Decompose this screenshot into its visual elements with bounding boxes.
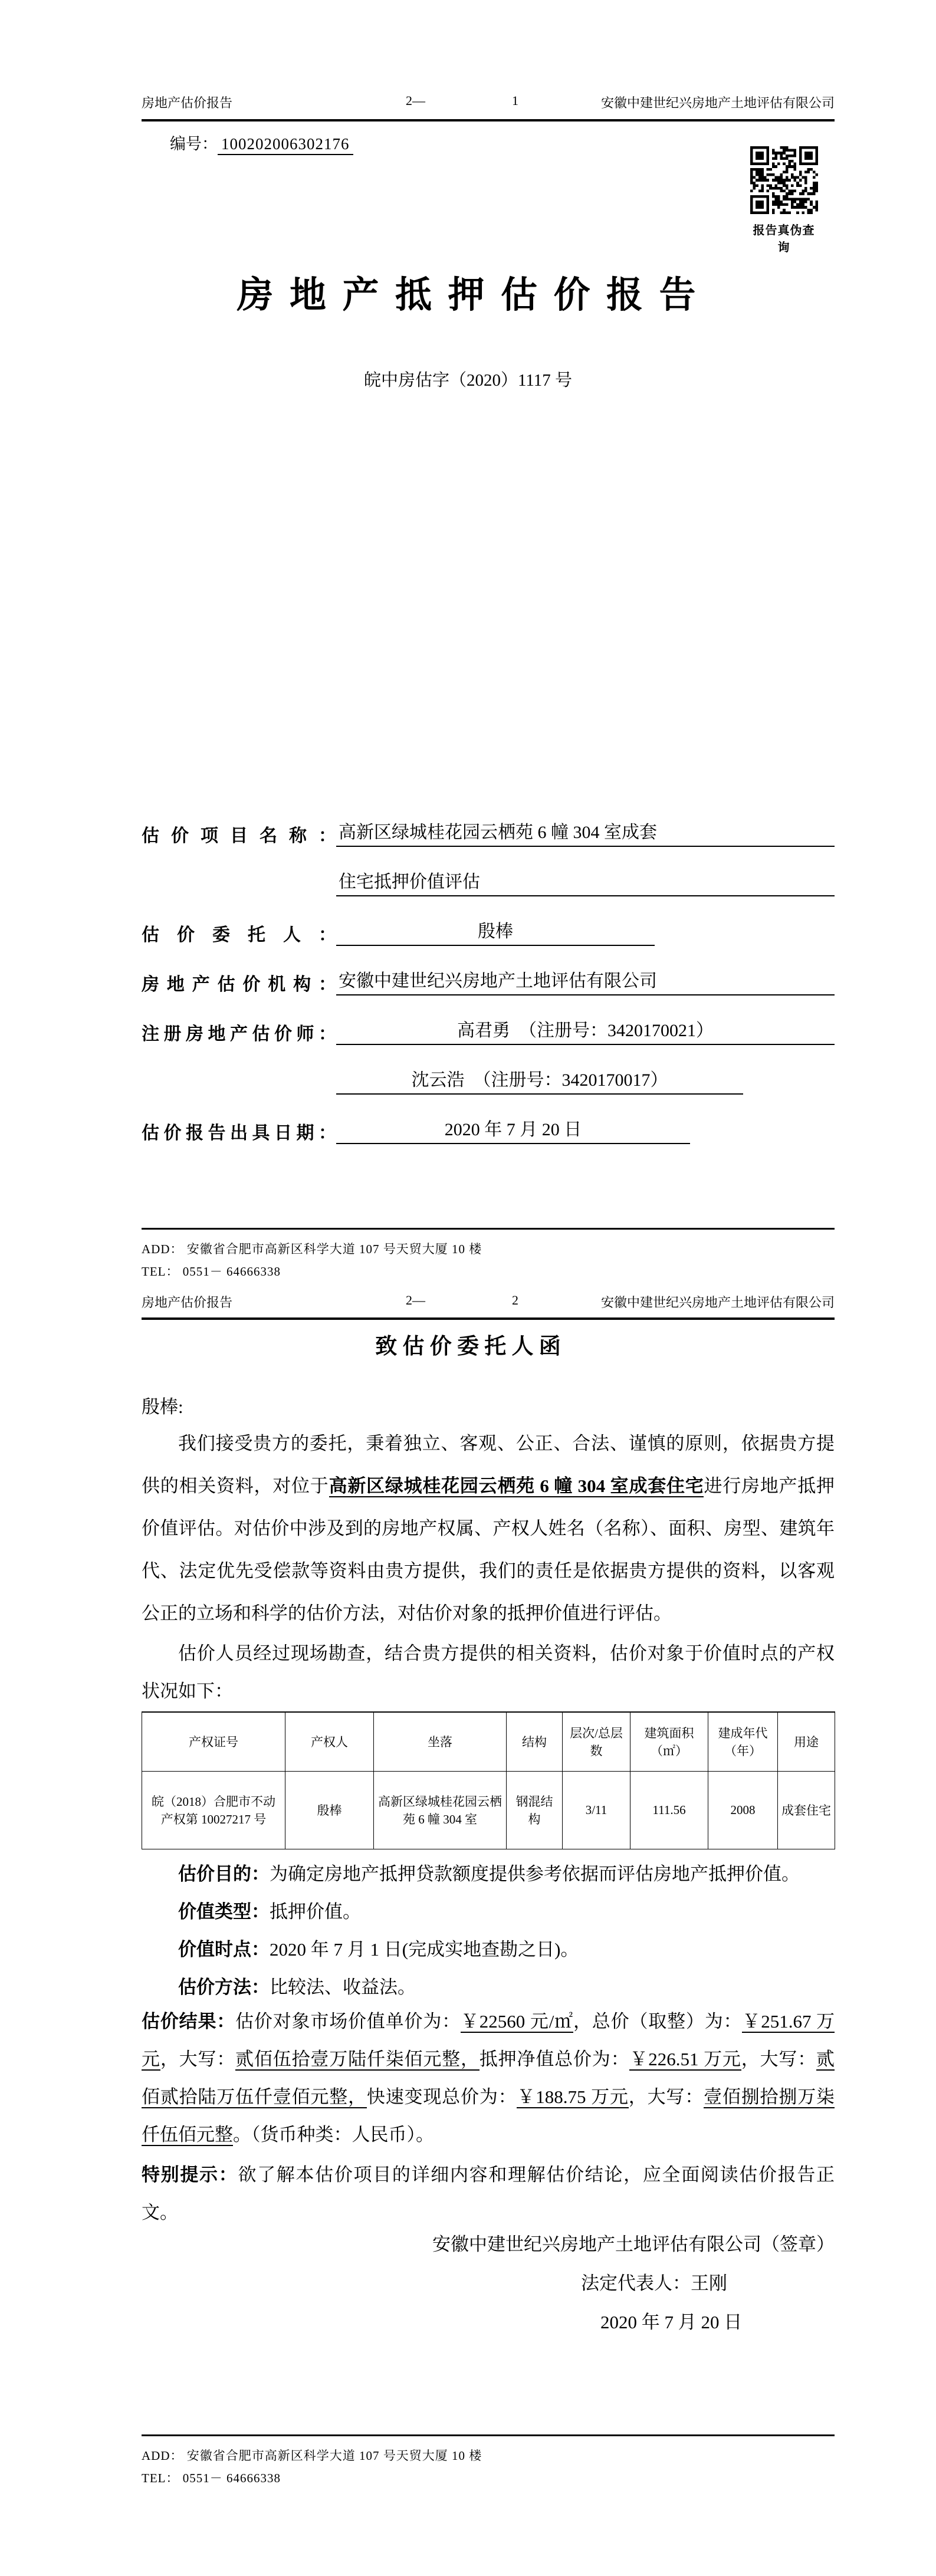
table-cell: 皖（2018）合肥市不动产权第 10027217 号 xyxy=(142,1771,285,1849)
agency-label: 房地产估价机构： xyxy=(142,975,336,994)
signoff-representative: 法定代表人：王刚 xyxy=(581,2273,727,2294)
form-row-project-cont xyxy=(142,862,835,896)
item-method-text: 比较法、收益法。 xyxy=(270,1977,416,1997)
letter-paragraph-1 xyxy=(142,1422,835,1635)
item-purpose-label: 估价目的： xyxy=(178,1864,270,1884)
item-method xyxy=(142,1972,835,1999)
signoff-date: 2020 年 7 月 20 日 xyxy=(600,2312,743,2332)
client-label: 估价委托人： xyxy=(142,925,336,945)
result-amount: 壹佰捌拾捌万柒仟伍佰元整 xyxy=(142,2087,835,2145)
item-value-date-label: 价值时点： xyxy=(178,1939,270,1960)
footer-telephone: TEL： 0551－ 64666338 xyxy=(142,2471,281,2485)
form-row-agency xyxy=(142,961,835,995)
table-header-cell: 结构 xyxy=(507,1712,563,1771)
special-note-paragraph xyxy=(142,2156,835,2232)
page2-header xyxy=(142,1293,835,1313)
property-rights-table xyxy=(142,1711,835,1849)
paragraph1-property-highlight: 高新区绿城桂花园云栖苑 6 幢 304 室成套住宅 xyxy=(329,1476,704,1496)
result-text: ，大写： xyxy=(628,2087,704,2107)
project-name-value-line1: 高新区绿城桂花园云栖苑 6 幢 304 室成套 xyxy=(336,817,835,847)
footer-rule xyxy=(142,1228,835,1230)
signoff-company: 安徽中建世纪兴房地产土地评估有限公司（签章） xyxy=(432,2234,835,2255)
table-header-cell: 层次/总层数 xyxy=(563,1712,630,1771)
item-value-date-text: 2020 年 7 月 1 日(完成实地查勘之日)。 xyxy=(270,1939,579,1960)
item-value-type-text: 抵押价值。 xyxy=(270,1901,361,1922)
form-row-appraiser2 xyxy=(142,1060,835,1095)
result-text: 快速变现总价为： xyxy=(366,2087,517,2107)
header-page-number: 1 xyxy=(512,93,518,108)
result-amount: ￥226.51 万元 xyxy=(629,2049,741,2069)
project-name-value-line2: 住宅抵押价值评估 xyxy=(336,867,835,896)
result-amount: ￥188.75 万元 xyxy=(517,2087,629,2107)
header-rule xyxy=(142,119,835,121)
table-header-cell: 坐落 xyxy=(374,1712,507,1771)
result-amount: ￥251.67 万元 xyxy=(142,2011,835,2069)
doc-number-line xyxy=(170,131,353,154)
header-company-name: 安徽中建世纪兴房地产土地评估有限公司 xyxy=(600,96,835,110)
item-purpose xyxy=(142,1859,835,1885)
agency-value: 安徽中建世纪兴房地产土地评估有限公司 xyxy=(336,966,835,995)
result-text: ，大写： xyxy=(741,2049,817,2069)
issue-date-label: 估价报告出具日期： xyxy=(142,1123,336,1143)
paragraph1-post: 进行房地产抵押价值评估。对估价中涉及到的房地产权属、产权人姓名（名称）、面积、房型、建筑年代、法定优先受偿款等资料由贵方提供，我们的责任是依据贵方提供的资料，以客观公正的立场和科学的估价方法，对估价对象的抵押价值进行评估。 xyxy=(142,1476,835,1624)
header-doc-type: 房地产估价报告 xyxy=(142,1295,233,1310)
page1-header xyxy=(142,93,835,113)
footer-address: ADD： 安徽省合肥市高新区科学大道 107 号天贸大厦 10 楼 xyxy=(142,2449,482,2463)
form-row-appraiser1 xyxy=(142,1011,835,1045)
table-cell: 成套住宅 xyxy=(778,1771,835,1849)
result-text: 。（货币种类：人民币）。 xyxy=(233,2124,434,2145)
header-page-number: 2 xyxy=(512,1293,518,1307)
form-row-client xyxy=(142,912,835,946)
result-segments xyxy=(142,2011,835,2146)
table-cell: 111.56 xyxy=(630,1771,708,1849)
form-row-project xyxy=(142,813,835,847)
result-amount: ￥22560 元/㎡ xyxy=(460,2011,573,2032)
appraiser1-value: 高君勇 （注册号：3420170021） xyxy=(336,1016,835,1045)
table-cell: 殷棒 xyxy=(285,1771,374,1849)
item-value-type-label: 价值类型： xyxy=(178,1901,270,1922)
client-value: 殷棒 xyxy=(336,916,655,946)
qr-caption: 报告真伪查询 xyxy=(753,224,815,254)
header-page-prefix: 2— xyxy=(406,1293,425,1307)
result-label: 估价结果： xyxy=(142,2011,236,2032)
footer-telephone: TEL： 0551－ 64666338 xyxy=(142,1264,281,1279)
result-text: ，总价（取整）为： xyxy=(573,2011,743,2032)
header-doc-type: 房地产估价报告 xyxy=(142,96,233,110)
footer-rule xyxy=(142,2434,835,2436)
letter-paragraph-2: 估价人员经过现场勘查，结合贵方提供的相关资料，估价对象于价值时点的产权状况如下： xyxy=(142,1643,835,1701)
table-row xyxy=(142,1771,835,1849)
letter-salutation: 殷棒: xyxy=(142,1397,183,1417)
result-text: 估价对象市场价值单价为： xyxy=(235,2011,461,2032)
special-note-text: 欲了解本估价项目的详细内容和理解估价结论，应全面阅读估价报告正文。 xyxy=(142,2164,835,2223)
item-purpose-text: 为确定房地产抵押贷款额度提供参考依据而评估房地产抵押价值。 xyxy=(270,1864,800,1884)
table-cell: 钢混结构 xyxy=(507,1771,563,1849)
footer-address: ADD： 安徽省合肥市高新区科学大道 107 号天贸大厦 10 楼 xyxy=(142,1242,482,1256)
result-amount: 贰佰伍拾壹万陆仟柒佰元整， xyxy=(235,2049,480,2069)
qr-block xyxy=(748,146,820,255)
result-text: 抵押净值总价为： xyxy=(479,2049,630,2069)
table-cell: 高新区绿城桂花园云栖苑 6 幢 304 室 xyxy=(374,1771,507,1849)
letter-title: 致 估 价 委 托 人 函 xyxy=(375,1335,561,1359)
qr-code-icon xyxy=(748,146,820,217)
table-header-cell: 产权证号 xyxy=(142,1712,285,1771)
table-header-cell: 产权人 xyxy=(285,1712,374,1771)
table-header-cell: 用途 xyxy=(778,1712,835,1771)
header-company-name: 安徽中建世纪兴房地产土地评估有限公司 xyxy=(600,1295,835,1310)
table-header-cell: 建成年代（年） xyxy=(708,1712,778,1771)
table-cell: 3/11 xyxy=(563,1771,630,1849)
table-header-row xyxy=(142,1712,835,1771)
report-ref-number: 皖中房估字（2020）1117 号 xyxy=(363,371,573,390)
appraisal-result-paragraph xyxy=(142,2003,835,2154)
doc-number-value: 100202006302176 xyxy=(218,135,353,155)
appraiser2-value: 沈云浩 （注册号：3420170017） xyxy=(336,1065,743,1095)
result-text: ，大写： xyxy=(160,2049,236,2069)
item-method-label: 估价方法： xyxy=(178,1977,270,1997)
paragraph1-pre: 我们接受贵方的委托，秉着独立、客观、公正、合法、谨慎的原则，依据贵方提供的相关资料，对位于 xyxy=(142,1433,835,1496)
table-cell: 2008 xyxy=(708,1771,778,1849)
header-page-prefix: 2— xyxy=(406,93,425,108)
report-title: 房 地 产 抵 押 估 价 报 告 xyxy=(237,275,699,316)
item-value-type xyxy=(142,1897,835,1923)
item-value-date xyxy=(142,1934,835,1961)
header-rule xyxy=(142,1317,835,1320)
project-name-label: 估价项目名称： xyxy=(142,826,336,846)
issue-date-value: 2020 年 7 月 20 日 xyxy=(336,1115,690,1144)
special-note-label: 特别提示： xyxy=(142,2164,238,2185)
appraiser-label: 注册房地产估价师： xyxy=(142,1024,336,1044)
table-header-cell: 建筑面积（㎡） xyxy=(630,1712,708,1771)
result-amount: 贰佰贰拾陆万伍仟壹佰元整， xyxy=(142,2049,835,2107)
form-row-issue-date xyxy=(142,1110,835,1144)
doc-number-label: 编号： xyxy=(170,135,218,153)
